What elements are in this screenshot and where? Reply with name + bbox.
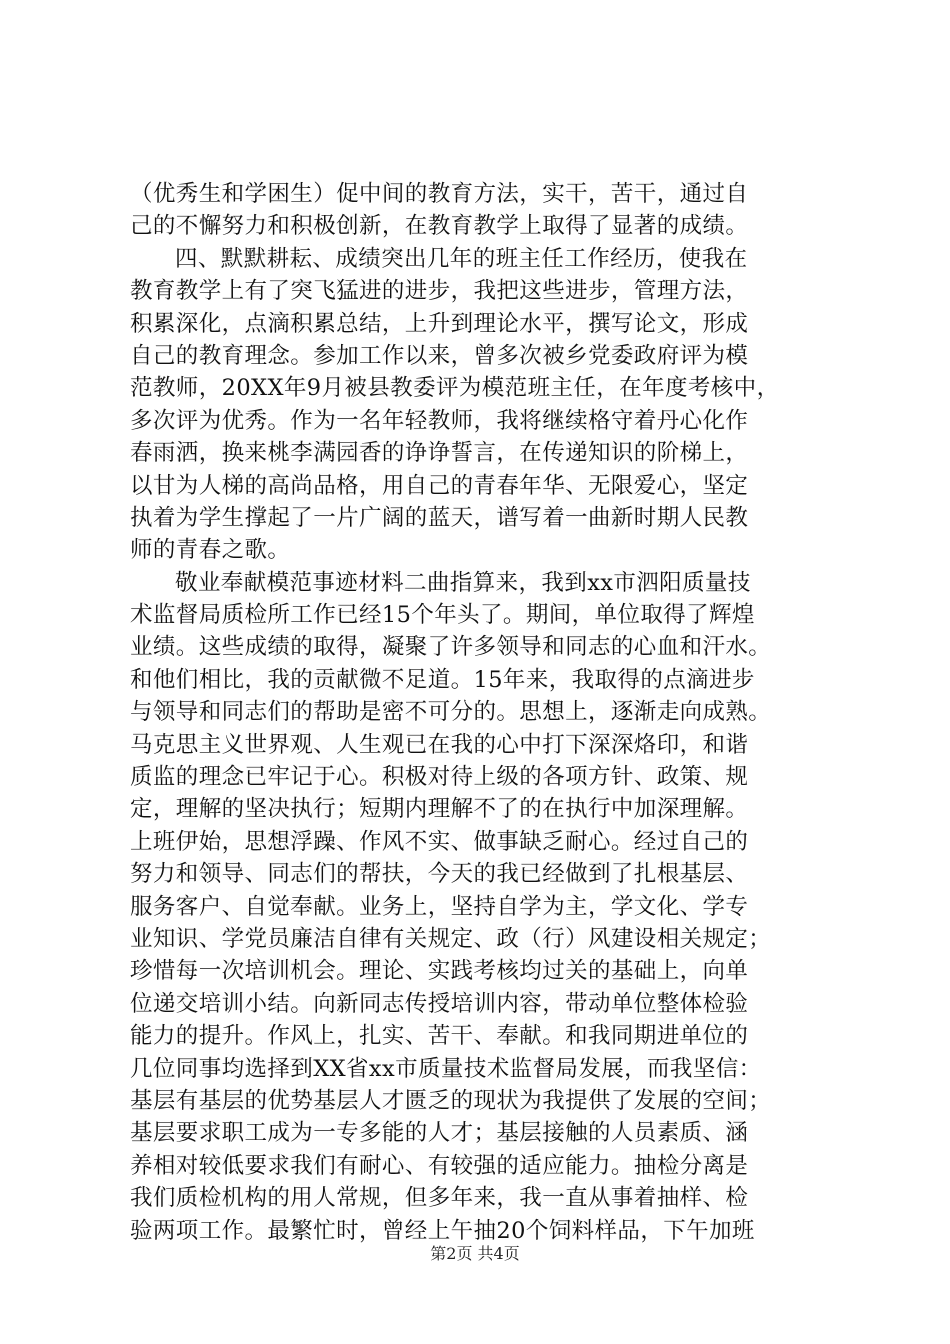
text-line: 位递交培训小结。向新同志传授培训内容，带动单位整体检验 — [130, 990, 749, 1017]
paragraph-start-line: 四、默默耕耘、成绩突出几年的班主任工作经历，使我在 — [175, 245, 748, 272]
text-line: 术监督局质检所工作已经15个年头了。期间，单位取得了辉煌 — [130, 602, 755, 629]
text-line: 业绩。这些成绩的取得，凝聚了许多领导和同志的心血和汗水。 — [130, 634, 772, 661]
text-line: 多次评为优秀。作为一名年轻教师，我将继续格守着丹心化作 — [130, 407, 749, 434]
paragraph-start-line: 敬业奉献模范事迹材料二曲指算来，我到xx市泗阳质量技 — [175, 569, 751, 596]
text-line: 努力和领导、同志们的帮扶，今天的我已经做到了扎根基层、 — [130, 861, 749, 888]
text-line: 与领导和同志们的帮助是密不可分的。思想上，逐渐走向成熟。 — [130, 699, 772, 726]
text-line: 春雨洒，换来桃李满园香的诤诤誓言，在传递知识的阶梯上， — [130, 440, 749, 467]
text-line: 己的不懈努力和积极创新，在教育教学上取得了显著的成绩。 — [130, 213, 749, 240]
text-line: 教育教学上有了突飞猛进的进步，我把这些进步，管理方法， — [130, 278, 749, 305]
text-line: 基层要求职工成为一专多能的人才；基层接触的人员素质、涵 — [130, 1120, 749, 1147]
text-line: 师的青春之歌。 — [130, 537, 291, 564]
text-line: 珍惜每一次培训机会。理论、实践考核均过关的基础上，向单 — [130, 958, 749, 985]
text-line: 验两项工作。最繁忙时，曾经上午抽20个饲料样品，下午加班 — [130, 1217, 755, 1244]
text-line: 和他们相比，我的贡献微不足道。15年来，我取得的点滴进步 — [130, 666, 755, 693]
text-line: 质监的理念已牢记于心。积极对待上级的各项方针、政策、规 — [130, 764, 749, 791]
text-line: （优秀生和学困生）促中间的教育方法，实干，苦干，通过自 — [130, 181, 749, 207]
text-line: 自己的教育理念。参加工作以来，曾多次被乡党委政府评为模 — [130, 342, 749, 369]
page-number-footer: 第2页 共4页 — [430, 1244, 520, 1263]
document-body — [130, 178, 850, 1247]
text-line: 上班伊始，思想浮躁、作风不实、做事缺乏耐心。经过自己的 — [130, 828, 749, 855]
text-line: 几位同事均选择到XX省xx市质量技术监督局发展，而我坚信： — [130, 1055, 762, 1082]
text-line: 养相对较低要求我们有耐心、有较强的适应能力。抽检分离是 — [130, 1152, 749, 1179]
text-line: 能力的提升。作风上，扎实、苦干、奉献。和我同期进单位的 — [130, 1023, 749, 1050]
text-line: 定，理解的坚决执行；短期内理解不了的在执行中加深理解。 — [130, 796, 749, 823]
text-line: 服务客户、自觉奉献。业务上，坚持自学为主，学文化、学专 — [130, 893, 749, 920]
text-line: 积累深化，点滴积累总结，上升到理论水平，撰写论文，形成 — [130, 310, 749, 337]
text-line: 范教师，20XX年9月被县教委评为模范班主任，在年度考核中， — [130, 375, 780, 402]
text-line: 基层有基层的优势基层人才匮乏的现状为我提供了发展的空间； — [130, 1087, 772, 1114]
text-line: 我们质检机构的用人常规，但多年来，我一直从事着抽样、检 — [130, 1185, 749, 1212]
text-line: 执着为学生撑起了一片广阔的蓝天，谱写着一曲新时期人民教 — [130, 504, 749, 531]
text-line: 以甘为人梯的高尚品格，用自己的青春年华、无限爱心，坚定 — [130, 472, 749, 499]
text-line: 马克思主义世界观、人生观已在我的心中打下深深烙印，和谐 — [130, 731, 749, 758]
text-line: 业知识、学党员廉洁自律有关规定、政（行）风建设相关规定； — [130, 925, 772, 952]
